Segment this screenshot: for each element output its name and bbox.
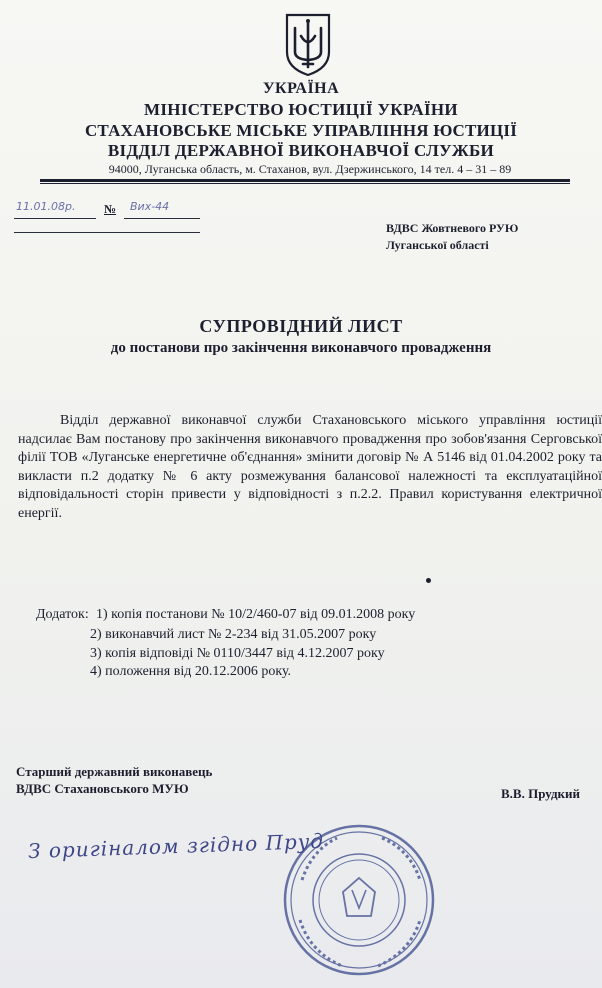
addressee-line-1: ВДВС Жовтневого РУЮ xyxy=(386,221,519,235)
reference-date-underline xyxy=(14,218,96,219)
header-ministry: МІНІСТЕРСТВО ЮСТИЦІЇ УКРАЇНИ xyxy=(144,100,458,119)
header-divider-thick xyxy=(40,179,570,182)
document-title: СУПРОВІДНИЙ ЛИСТ xyxy=(199,316,403,336)
addressee-line-2: Луганської області xyxy=(386,238,489,252)
reference-extra-line xyxy=(14,232,200,233)
attachment-item: 4) положення від 20.12.2006 року. xyxy=(90,664,292,679)
ink-dot xyxy=(426,578,431,583)
ukraine-trident-icon xyxy=(283,12,333,78)
header-service: ВІДДІЛ ДЕРЖАВНОЇ ВИКОНАВЧОЇ СЛУЖБИ xyxy=(107,141,495,160)
handwritten-certification: З оригіналом згідно Пруд xyxy=(27,828,325,864)
attachment-item: 1) копія постанови № 10/2/460-07 від 09.01.2008 року xyxy=(96,607,416,622)
attachment-item: 2) виконавчий лист № 2-234 від 31.05.2007 року xyxy=(90,627,377,642)
document-subtitle: до постанови про закінчення виконавчого провадження xyxy=(110,340,492,356)
header-department: СТАХАНОВСЬКЕ МІСЬКЕ УПРАВЛІННЯ ЮСТИЦІЇ xyxy=(84,121,518,140)
header-address: 94000, Луганська область, м. Стаханов, вул. Дзержинського, 14 тел. 4 – 31 – 89 xyxy=(108,162,512,176)
signatory-title-line-1: Старший державний виконавець xyxy=(16,764,213,779)
header-country: УКРАЇНА xyxy=(262,80,340,97)
official-round-stamp-icon xyxy=(282,820,437,980)
signatory-title-line-2: ВДВС Стахановського МУЮ xyxy=(16,781,189,796)
signatory-name: В.В. Прудкий xyxy=(501,786,580,801)
reference-number: Вих-44 xyxy=(130,200,170,213)
attachment-item: 3) копія відповіді № 0110/3447 від 4.12.2007 року xyxy=(90,646,385,661)
attachments-label: Додаток: xyxy=(36,607,89,622)
header-divider-thin xyxy=(40,183,570,184)
reference-date: 11.01.08р. xyxy=(16,200,76,213)
body-paragraph: Відділ державної виконавчої служби Стахановського міського управління юстиції надсилає Вам постанову про закінчення виконавчого провадження про зобов'язання Серговської філії ТОВ «Луганське енергетичне об'єднання» змінити договір № А 5146 від 01.04.2002 року та викласти п.2 додатку № 6 акту розмежування балансової належності та експлуатаційної відповідальності сторін привести у відповідності з п.2.2. Правил користування електричної енергії. xyxy=(18,413,602,521)
reference-number-label: № xyxy=(104,202,117,216)
reference-number-underline xyxy=(124,218,200,219)
